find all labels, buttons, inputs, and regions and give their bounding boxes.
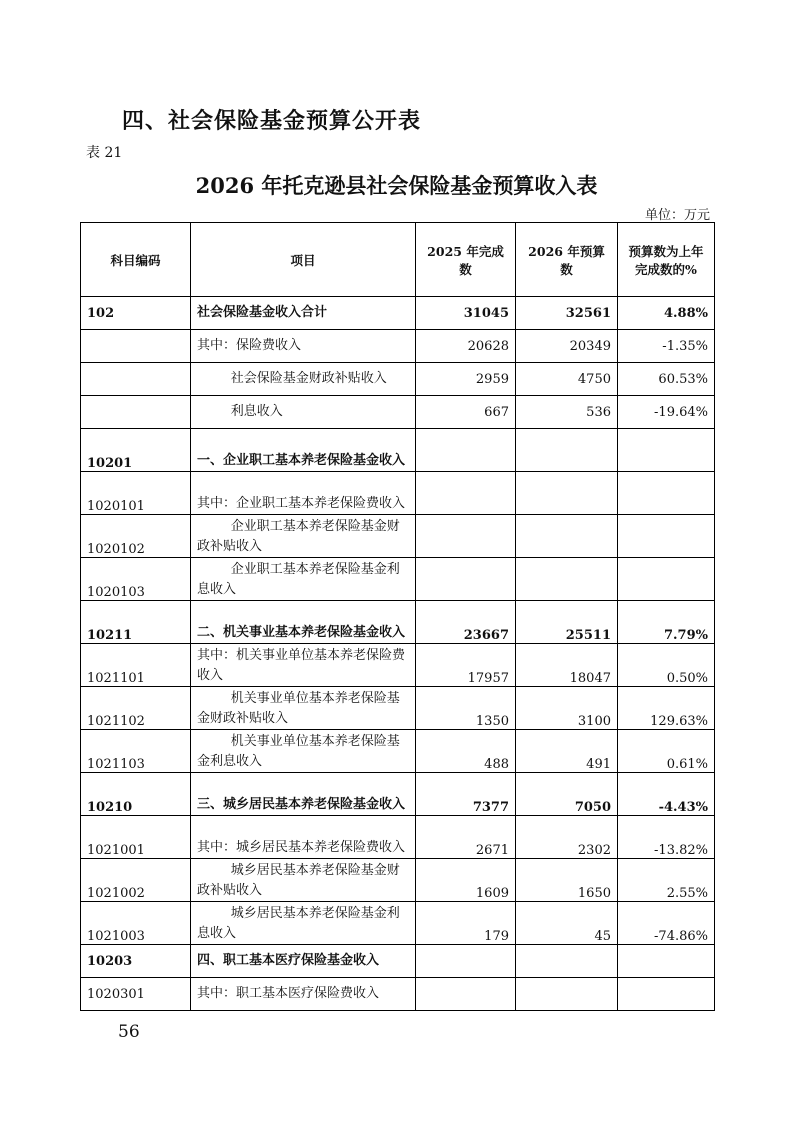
table-row [81,363,715,396]
row-2026: 45 [516,902,618,945]
page-number: 56 [118,1022,140,1042]
row-2026: 4750 [516,363,618,396]
budget-table [80,222,715,1011]
row-code: 1021001 [81,816,191,859]
row-item: 一、企业职工基本养老保险基金收入 [191,429,416,472]
row-2025 [416,558,516,601]
header-2025: 2025 年完成数 [416,223,516,297]
row-code: 1021103 [81,730,191,773]
row-code [81,396,191,429]
row-code: 1021102 [81,687,191,730]
row-item: 二、机关事业基本养老保险基金收入 [191,601,416,644]
row-pct [618,978,715,1011]
row-pct: -19.64% [618,396,715,429]
table-row [81,297,715,330]
row-code: 1020101 [81,472,191,515]
row-code [81,330,191,363]
row-item: 城乡居民基本养老保险基金财政补贴收入 [191,859,416,902]
row-2025 [416,515,516,558]
row-2026: 3100 [516,687,618,730]
row-item: 城乡居民基本养老保险基金利息收入 [191,902,416,945]
table-row [81,902,715,945]
row-pct [618,515,715,558]
row-2025: 1350 [416,687,516,730]
row-code: 1021002 [81,859,191,902]
table-row [81,472,715,515]
table-row [81,330,715,363]
row-code: 10201 [81,429,191,472]
row-code: 1020301 [81,978,191,1011]
row-2026 [516,558,618,601]
row-2025: 667 [416,396,516,429]
row-2026: 32561 [516,297,618,330]
row-item: 三、城乡居民基本养老保险基金收入 [191,773,416,816]
table-row [81,687,715,730]
row-2026: 2302 [516,816,618,859]
table-label: 表 21 [86,145,123,161]
row-pct: -4.43% [618,773,715,816]
row-2025 [416,472,516,515]
table-row [81,601,715,644]
row-code: 1021003 [81,902,191,945]
table-row [81,945,715,978]
table-row [81,396,715,429]
table-row [81,773,715,816]
header-code: 科目编码 [81,223,191,297]
row-2026 [516,978,618,1011]
row-code: 1020102 [81,515,191,558]
row-2025: 2671 [416,816,516,859]
row-item: 机关事业单位基本养老保险基金财政补贴收入 [191,687,416,730]
row-2026: 20349 [516,330,618,363]
row-pct: -1.35% [618,330,715,363]
row-code: 10211 [81,601,191,644]
row-item: 社会保险基金财政补贴收入 [191,363,416,396]
row-pct [618,945,715,978]
table-row [81,730,715,773]
row-code: 1021101 [81,644,191,687]
table-row [81,644,715,687]
row-2026 [516,472,618,515]
row-2025: 7377 [416,773,516,816]
row-item: 机关事业单位基本养老保险基金利息收入 [191,730,416,773]
row-pct: 2.55% [618,859,715,902]
row-2026 [516,515,618,558]
header-item: 项目 [191,223,416,297]
table-row [81,978,715,1011]
row-2025 [416,978,516,1011]
table-row [81,859,715,902]
row-code: 10203 [81,945,191,978]
header-pct: 预算数为上年完成数的% [618,223,715,297]
table-row [81,429,715,472]
row-2026: 18047 [516,644,618,687]
row-pct: 129.63% [618,687,715,730]
row-item: 企业职工基本养老保险基金财政补贴收入 [191,515,416,558]
row-pct: 0.50% [618,644,715,687]
row-2026 [516,429,618,472]
row-pct: 7.79% [618,601,715,644]
row-2025: 23667 [416,601,516,644]
row-item: 其中：城乡居民基本养老保险费收入 [191,816,416,859]
row-item: 其中：企业职工基本养老保险费收入 [191,472,416,515]
row-pct: -74.86% [618,902,715,945]
table-row [81,558,715,601]
row-pct: -13.82% [618,816,715,859]
row-2025: 17957 [416,644,516,687]
row-2025 [416,945,516,978]
unit-label: 单位：万元 [644,208,710,223]
row-item: 其中：职工基本医疗保险费收入 [191,978,416,1011]
row-2025: 2959 [416,363,516,396]
row-code: 102 [81,297,191,330]
row-item: 其中：保险费收入 [191,330,416,363]
row-2026: 25511 [516,601,618,644]
table-header-row [81,223,715,297]
row-pct: 4.88% [618,297,715,330]
page-title: 2026 年托克逊县社会保险基金预算收入表 [195,173,598,198]
row-2025: 488 [416,730,516,773]
row-code: 1020103 [81,558,191,601]
section-title: 四、社会保险基金预算公开表 [122,108,422,134]
row-pct [618,472,715,515]
row-2025: 31045 [416,297,516,330]
row-code: 10210 [81,773,191,816]
row-pct [618,558,715,601]
row-item: 企业职工基本养老保险基金利息收入 [191,558,416,601]
row-2026 [516,945,618,978]
row-2025: 20628 [416,330,516,363]
row-code [81,363,191,396]
row-item: 四、职工基本医疗保险基金收入 [191,945,416,978]
row-2025 [416,429,516,472]
row-2025: 179 [416,902,516,945]
row-item: 利息收入 [191,396,416,429]
header-2026: 2026 年预算数 [516,223,618,297]
row-item: 社会保险基金收入合计 [191,297,416,330]
row-2026: 7050 [516,773,618,816]
table-row [81,816,715,859]
table-row [81,515,715,558]
row-item: 其中：机关事业单位基本养老保险费收入 [191,644,416,687]
row-2025: 1609 [416,859,516,902]
row-pct [618,429,715,472]
row-pct: 60.53% [618,363,715,396]
row-2026: 1650 [516,859,618,902]
row-2026: 491 [516,730,618,773]
row-pct: 0.61% [618,730,715,773]
row-2026: 536 [516,396,618,429]
